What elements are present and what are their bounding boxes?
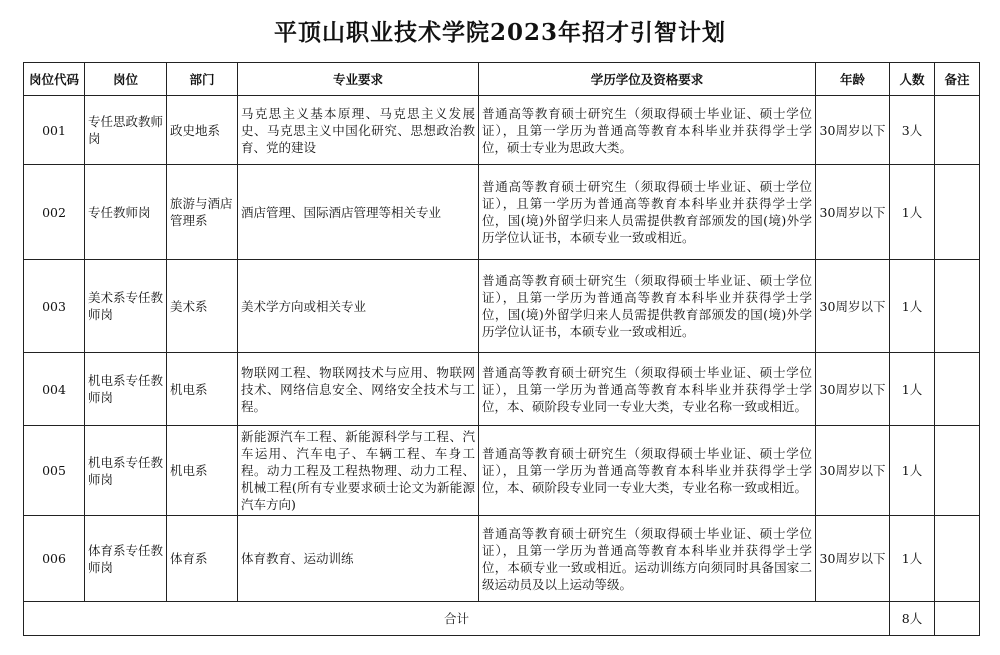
table-row [24,516,980,602]
cell-position: 机电系专任教师岗 [85,426,167,516]
cell-age: 30周岁以下 [816,426,890,516]
table-row [24,260,980,353]
cell-major: 物联网工程、物联网技术与应用、物联网技术、网络信息安全、网络安全技术与工程。 [238,353,479,426]
header-position: 岗位 [85,63,167,96]
cell-code: 005 [24,426,85,516]
cell-code: 002 [24,165,85,260]
cell-education: 普通高等教育硕士研究生（须取得硕士毕业证、硕士学位证），且第一学历为普通高等教育本科毕业并获得学士学位，硕士专业为思政大类。 [479,96,816,165]
cell-position: 专任思政教师岗 [85,96,167,165]
header-code: 岗位代码 [24,63,85,96]
cell-position: 体育系专任教师岗 [85,516,167,602]
cell-code: 003 [24,260,85,353]
cell-education: 普通高等教育硕士研究生（须取得硕士毕业证、硕士学位证），且第一学历为普通高等教育本科毕业并获得学士学位，本、硕阶段专业同一专业大类，专业名称一致或相近。 [479,426,816,516]
total-count: 8人 [890,602,935,636]
cell-major: 体育教育、运动训练 [238,516,479,602]
cell-major: 马克思主义基本原理、马克思主义发展史、马克思主义中国化研究、思想政治教育、党的建设 [238,96,479,165]
cell-note [935,165,980,260]
cell-code: 004 [24,353,85,426]
total-row [24,602,980,636]
cell-major: 美术学方向或相关专业 [238,260,479,353]
cell-code: 001 [24,96,85,165]
header-department: 部门 [167,63,238,96]
header-count: 人数 [890,63,935,96]
cell-age: 30周岁以下 [816,516,890,602]
cell-age: 30周岁以下 [816,165,890,260]
recruitment-table [23,62,980,636]
cell-education: 普通高等教育硕士研究生（须取得硕士毕业证、硕士学位证），且第一学历为普通高等教育本科毕业并获得学士学位，国(境)外留学归来人员需提供教育部颁发的国(境)外学历学位认证书，本硕专业一致或相近。 [479,260,816,353]
header-row [24,63,980,96]
cell-department: 旅游与酒店管理系 [167,165,238,260]
cell-department: 政史地系 [167,96,238,165]
cell-department: 体育系 [167,516,238,602]
cell-education: 普通高等教育硕士研究生（须取得硕士毕业证、硕士学位证），且第一学历为普通高等教育本科毕业并获得学士学位，国(境)外留学归来人员需提供教育部颁发的国(境)外学历学位认证书，本硕专业一致或相近。 [479,165,816,260]
cell-position: 专任教师岗 [85,165,167,260]
cell-age: 30周岁以下 [816,260,890,353]
cell-department: 美术系 [167,260,238,353]
header-major: 专业要求 [238,63,479,96]
cell-note [935,516,980,602]
total-label: 合计 [24,602,890,636]
cell-count: 1人 [890,353,935,426]
cell-age: 30周岁以下 [816,96,890,165]
cell-count: 1人 [890,426,935,516]
cell-count: 1人 [890,165,935,260]
header-age: 年龄 [816,63,890,96]
cell-department: 机电系 [167,426,238,516]
cell-note [935,353,980,426]
total-note [935,602,980,636]
cell-note [935,260,980,353]
cell-count: 1人 [890,516,935,602]
cell-count: 3人 [890,96,935,165]
table-row [24,165,980,260]
cell-age: 30周岁以下 [816,353,890,426]
cell-count: 1人 [890,260,935,353]
header-education: 学历学位及资格要求 [479,63,816,96]
table-row [24,96,980,165]
cell-major: 酒店管理、国际酒店管理等相关专业 [238,165,479,260]
cell-education: 普通高等教育硕士研究生（须取得硕士毕业证、硕士学位证），且第一学历为普通高等教育本科毕业并获得学士学位，本、硕阶段专业同一专业大类，专业名称一致或相近。 [479,353,816,426]
cell-note [935,96,980,165]
cell-note [935,426,980,516]
cell-position: 机电系专任教师岗 [85,353,167,426]
page-title: 平顶山职业技术学院2023年招才引智计划 [273,19,726,46]
cell-position: 美术系专任教师岗 [85,260,167,353]
cell-major: 新能源汽车工程、新能源科学与工程、汽车运用、汽车电子、车辆工程、车身工程。动力工程及工程热物理、动力工程、机械工程(所有专业要求硕士论文为新能源汽车方向) [238,426,479,516]
cell-education: 普通高等教育硕士研究生（须取得硕士毕业证、硕士学位证），且第一学历为普通高等教育本科毕业并获得学士学位，本硕专业一致或相近。运动训练方向须同时具备国家二级运动员及以上运动等级。 [479,516,816,602]
cell-code: 006 [24,516,85,602]
table-row [24,426,980,516]
table-row [24,353,980,426]
cell-department: 机电系 [167,353,238,426]
header-note: 备注 [935,63,980,96]
